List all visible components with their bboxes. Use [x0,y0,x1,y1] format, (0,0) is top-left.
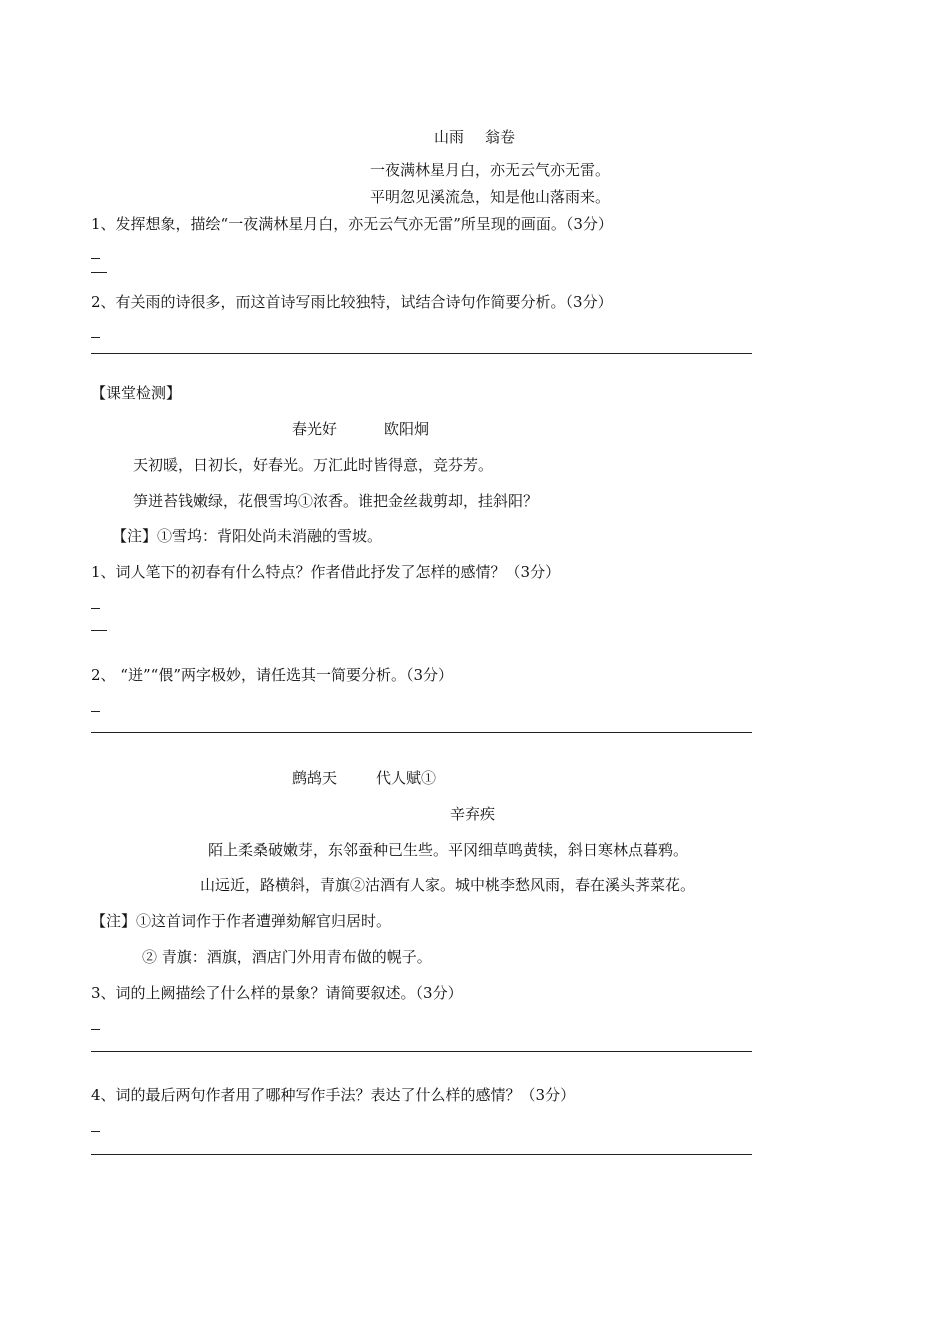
answer-line[interactable] [91,353,752,354]
answer-line[interactable] [91,1131,100,1132]
poem3-question-3: 3、词的上阙描绘了什么样的景象？请简要叙述。（3分） [91,984,463,1002]
poem3-line-2: 山远近，路横斜，青旗②沽酒有人家。城中桃李愁风雨，春在溪头荠菜花。 [200,876,696,894]
answer-line[interactable] [91,1029,100,1030]
poem3-question-4: 4、词的最后两句作者用了哪种写作手法？表达了什么样的感情？（3分） [91,1086,576,1104]
poem2-line-2: 笋迸苔钱嫩绿，花偎雪坞①浓香。谁把金丝裁剪却，挂斜阳？ [133,492,539,510]
poem3-author: 辛弃疾 [450,805,496,823]
poem2-question-2: 2、 “迸”“偎”两字极妙，请任选其一简要分析。（3分） [91,666,454,684]
answer-line[interactable] [91,337,100,338]
poem3-note-2: ② 青旗：酒旗，酒店门外用青布做的幌子。 [142,948,432,966]
answer-line[interactable] [91,258,100,259]
poem2-title: 春光好 [292,420,338,438]
poem1-title: 山雨 [434,128,465,146]
answer-line[interactable] [91,1154,752,1155]
answer-line[interactable] [91,732,752,733]
poem1-author: 翁卷 [485,128,516,146]
section-heading: 【课堂检测】 [91,384,182,402]
answer-line[interactable] [91,272,107,273]
poem2-note: 【注】①雪坞：背阳处尚未消融的雪坡。 [112,527,383,545]
poem3-title: 鹧鸪天 [292,769,338,787]
poem2-author: 欧阳炯 [384,420,430,438]
answer-line[interactable] [91,630,107,631]
poem1-line-2: 平明忽见溪流急，知是他山落雨来。 [370,188,611,206]
poem2-line-1: 天初暖，日初长，好春光。万汇此时皆得意，竞芬芳。 [133,456,494,474]
poem2-question-1: 1、词人笔下的初春有什么特点？作者借此抒发了怎样的感情？（3分） [91,563,561,581]
poem1-question-2: 2、有关雨的诗很多，而这首诗写雨比较独特，试结合诗句作简要分析。（3分） [91,293,613,311]
poem1-line-1: 一夜满林星月白，亦无云气亦无雷。 [370,161,611,179]
answer-line[interactable] [91,608,100,609]
answer-line[interactable] [91,711,100,712]
poem1-question-1: 1、发挥想象，描绘“一夜满林星月白，亦无云气亦无雷”所呈现的画面。（3分） [91,215,613,233]
answer-line[interactable] [91,1051,752,1052]
poem3-line-1: 陌上柔桑破嫩芽，东邻蚕种已生些。平冈细草鸣黄犊，斜日寒林点暮鸦。 [208,841,689,859]
poem3-note-1: 【注】①这首词作于作者遭弹劾解官归居时。 [91,912,392,930]
poem3-subtitle: 代人赋① [376,769,437,787]
